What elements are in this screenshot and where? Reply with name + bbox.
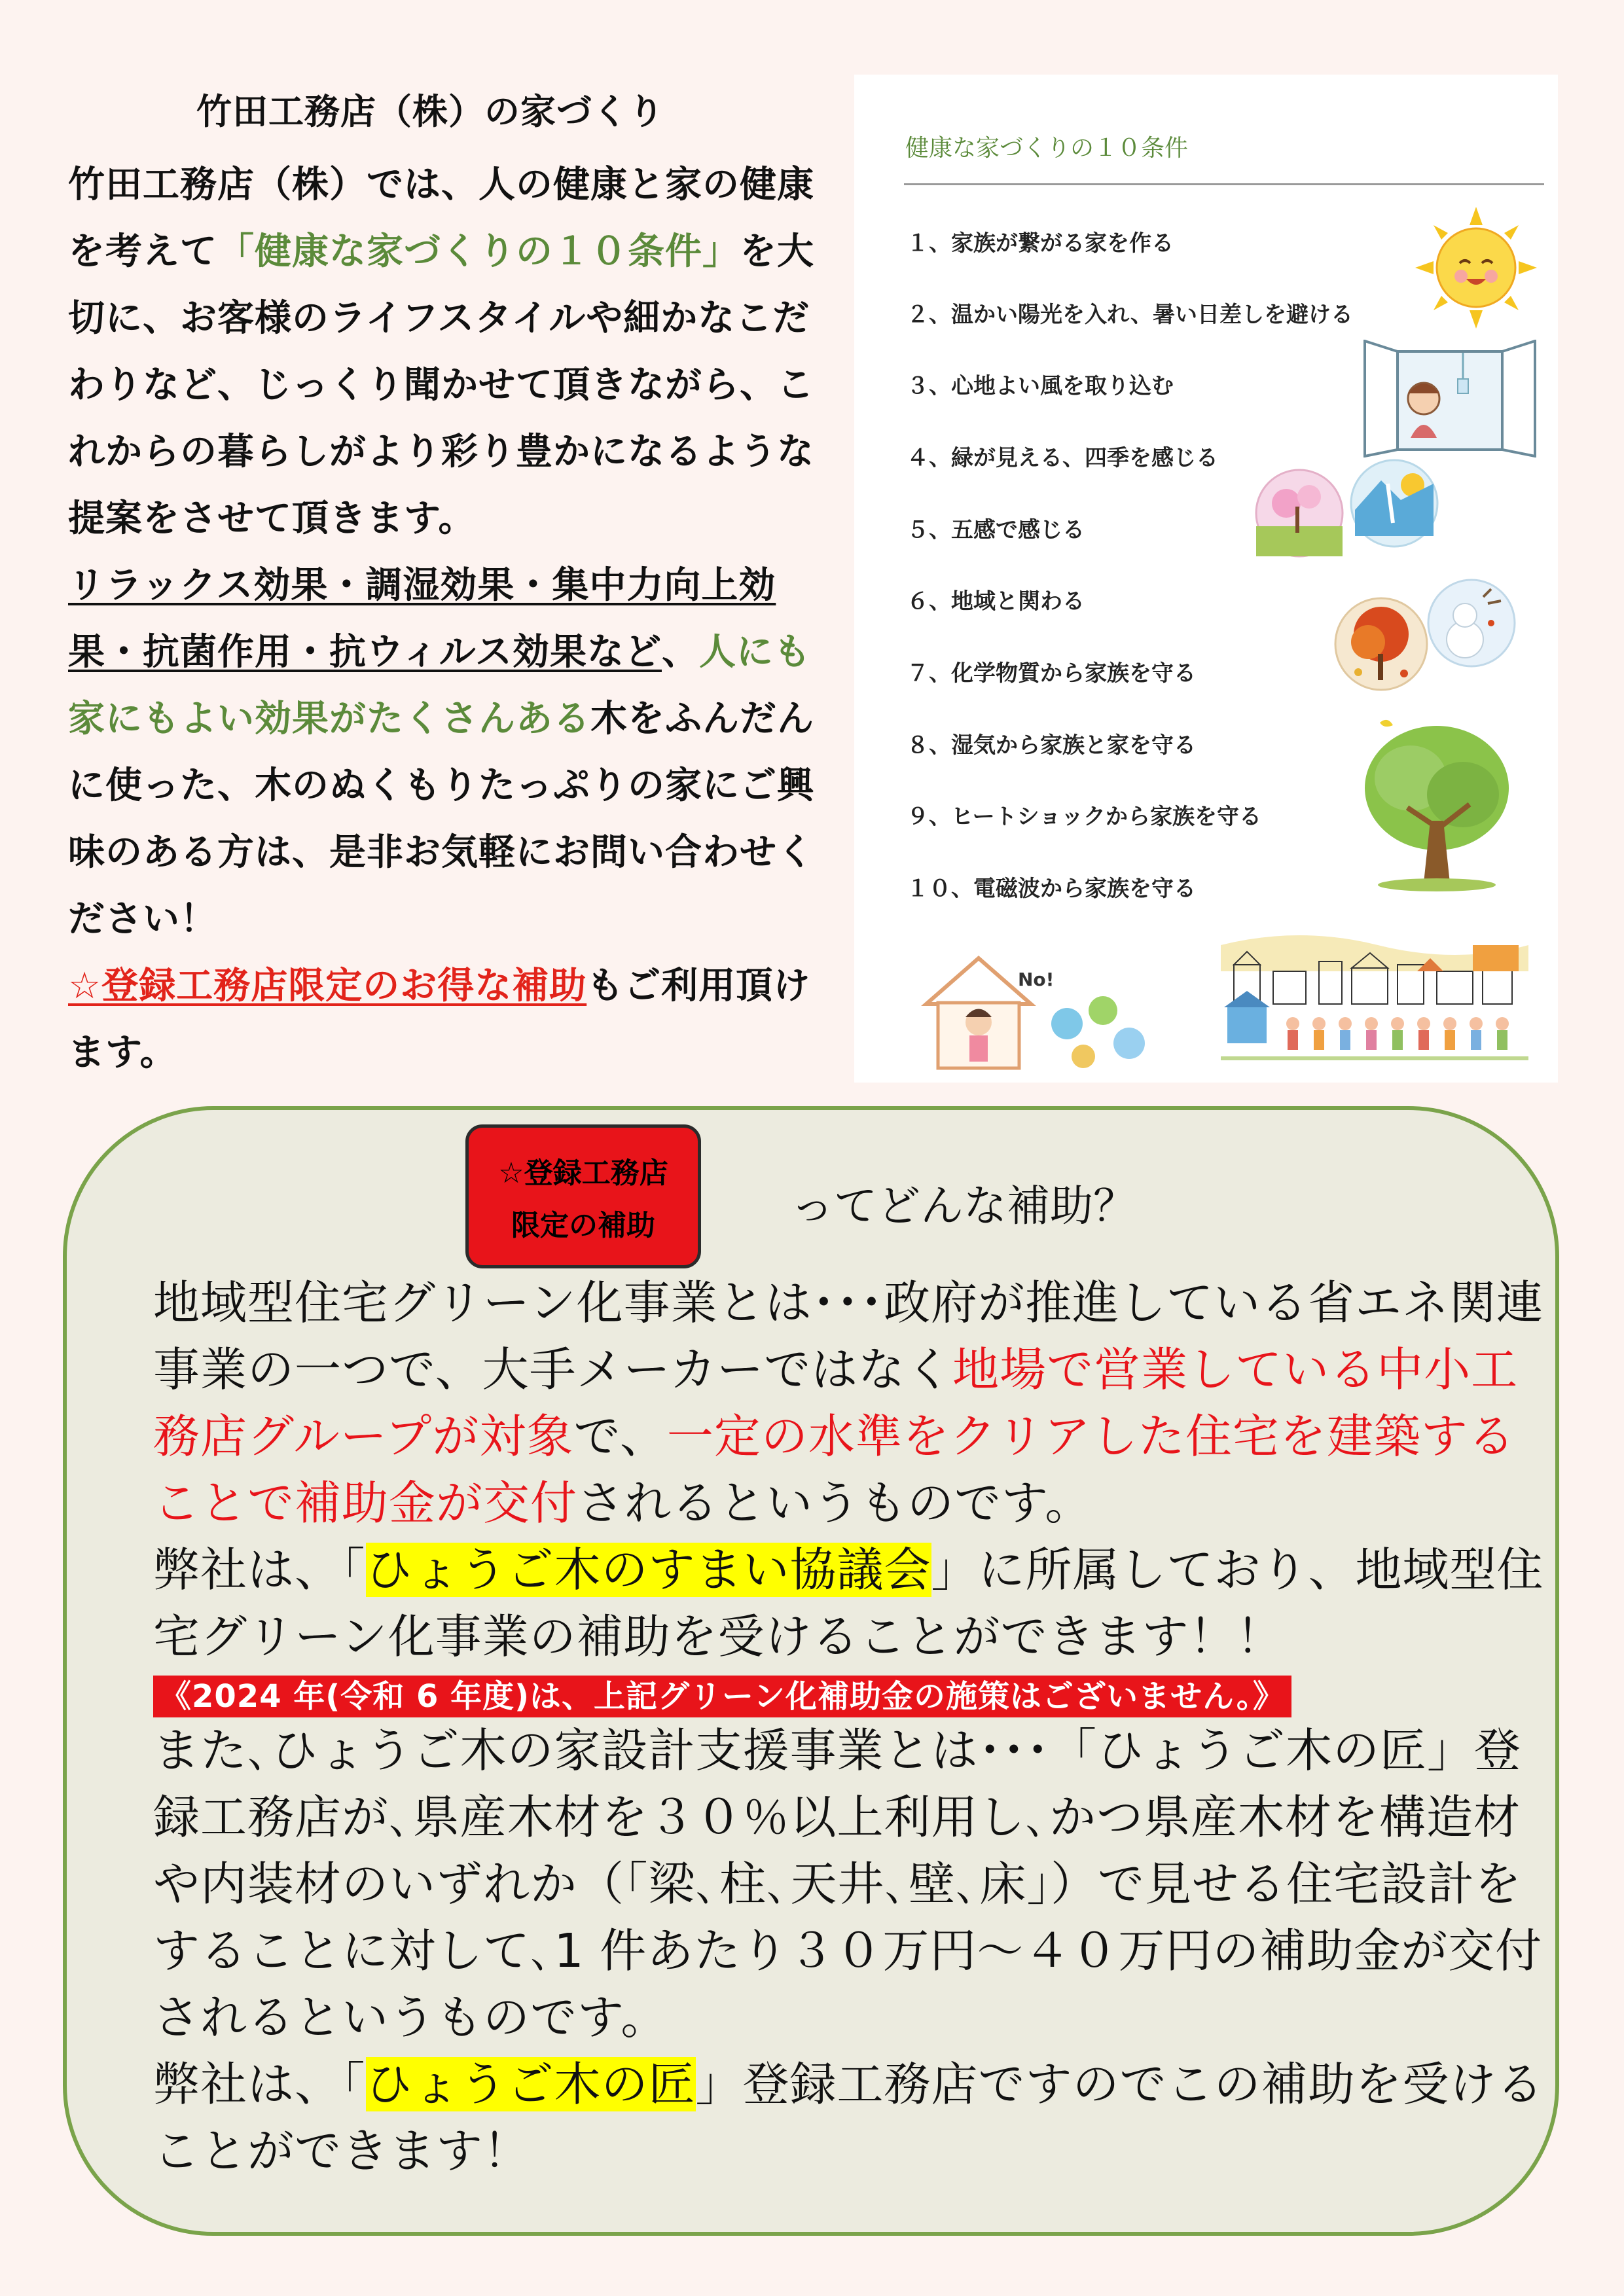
no-sign: No!: [1018, 969, 1055, 990]
conditions-divider: [904, 183, 1544, 185]
intro-p3-text: もご利用頂けます。: [68, 965, 811, 1074]
condition-item: ８、湿気から家族と家を守る: [907, 732, 1196, 759]
autumn-icon: [1332, 595, 1430, 693]
tree-icon: [1348, 716, 1525, 893]
sun-icon: [1414, 206, 1538, 330]
condition-item: １、家族が繋がる家を作る: [907, 230, 1174, 257]
intro-text: [68, 152, 834, 1086]
badge-line-1: ☆登録工務店: [498, 1157, 668, 1190]
subsidy-p1-connector: で、: [573, 1409, 667, 1463]
subsidy-target-phrase: 地場で営業している中小工務店グループが対象: [153, 1342, 1519, 1463]
subsidy-2024-note: 《2024 年(令和 6 年度)は、上記グリーン化補助金の施策はございません。》: [153, 1676, 1291, 1717]
subsidy-p3-text: また､ひょうご木の家設計支援事業とは･･･「ひょうご木の匠」登録工務店が､県産木材を３０％以上利用し､かつ県産木材を構造材や内装材のいずれか（｢梁､柱､天井､壁､床｣）で見せる住宅設計をすることに対して､1 件あたり３０万円～４０万円の補助金が交付されるというものです。: [153, 1723, 1543, 2045]
condition-item: ５、五感で感じる: [907, 517, 1085, 543]
summer-icon: [1348, 457, 1440, 549]
subsidy-p1-text: 地域型住宅グリーン化事業とは･･･政府が推進している省エネ関連事業の一つで、大手メーカーではなく: [153, 1276, 1544, 1397]
subsidy-p4-text: 」登録工務店ですのでこの補助を受けることができます！: [153, 2057, 1544, 2178]
intro-p1-text-continued: を大切に、お客様のライフスタイルや細かなこだわりなど、じっくり聞かせて頂きながら、これからの暮らしがより彩り豊かになるような提案をさせて頂きます。: [68, 230, 814, 540]
intro-ten-conditions-phrase: 「健康な家づくりの１０条件」: [217, 230, 740, 273]
association-name-highlight: ひょうご木のすまい協議会: [365, 1543, 931, 1597]
condition-item: ２、温かい陽光を入れ、暑い日差しを避ける: [907, 302, 1354, 328]
takumi-name-highlight: ひょうご木の匠: [365, 2057, 696, 2111]
conditions-title: 健康な家づくりの１０条件: [905, 135, 1189, 162]
winter-icon: [1426, 577, 1517, 669]
town-icon: [1221, 925, 1528, 1076]
condition-item: ７、化学物質から家族を守る: [907, 660, 1196, 687]
subsidy-heading: ってどんな補助？: [791, 1181, 1136, 1231]
intro-p1-text: 竹田工務店（株）では、人の健康と家の健康を考えて: [68, 164, 814, 273]
subsidy-p4-start: 弊社は、「: [153, 2057, 366, 2111]
subsidy-condition-phrase: 一定の水準をクリアした住宅を建築することで補助金が交付: [153, 1409, 1515, 1530]
condition-item: １０、電磁波から家族を守る: [907, 876, 1196, 902]
conditions-card: [854, 75, 1558, 1083]
subsidy-p2-text: 」に所属しており、地域型住宅グリーン化事業の補助を受けることができます！！: [153, 1543, 1544, 1664]
condition-item: ４、緑が見える、四季を感じる: [907, 445, 1218, 471]
subsidy-badge: [465, 1124, 701, 1268]
subsidy-p2-start: 弊社は、「: [153, 1543, 366, 1597]
spring-icon: [1254, 467, 1345, 559]
condition-item: ６、地域と関わる: [907, 588, 1085, 615]
condition-item: ３、心地よい風を取り込む: [907, 373, 1174, 399]
intro-p2-text: 木をふんだんに使った、木のぬくもりたっぷりの家にご興味のある方は、是非お気軽にお問い合わせください！: [68, 698, 814, 941]
intro-comma: 、: [661, 631, 699, 673]
badge-line-2: 限定の補助: [511, 1209, 655, 1242]
subsidy-p1-end: されるというものです。: [577, 1476, 1092, 1530]
intro-effects-list: リラックス効果・調湿効果・集中力向上効果・抗菌作用・抗ウィルス効果など: [68, 564, 776, 673]
window-icon: [1352, 340, 1548, 457]
subsidy-text: [153, 1270, 1551, 2185]
condition-item: ９、ヒートショックから家族を守る: [907, 804, 1261, 830]
intro-subsidy-link[interactable]: ☆登録工務店限定のお得な補助: [68, 965, 587, 1007]
intro-good-effects-phrase: 人にも家にもよい効果がたくさんある: [68, 631, 811, 740]
intro-title: 竹田工務店（株）の家づくり: [196, 91, 664, 132]
